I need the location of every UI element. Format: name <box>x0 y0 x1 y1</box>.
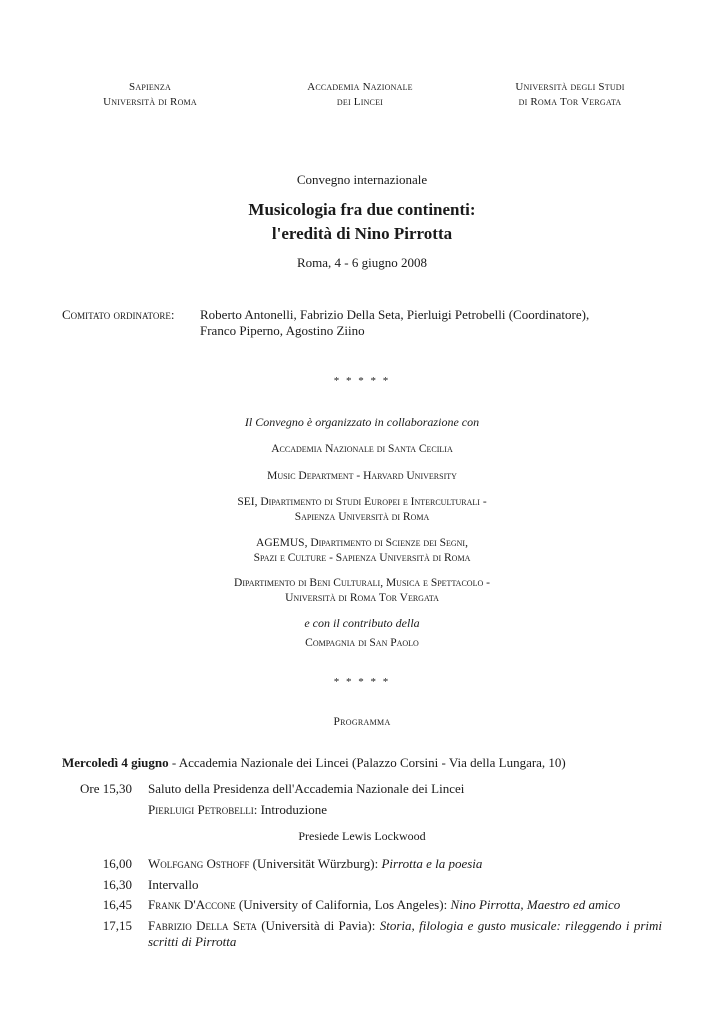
contributor-org: Compagnia di San Paolo <box>305 637 419 649</box>
program-day-venue: - Accademia Nazionale dei Lincei (Palazzo Corsini - Via della Lungara, 10) <box>168 755 566 770</box>
program-item-text <box>148 802 662 818</box>
program-item-affiliation: (University of California, Los Angeles): <box>235 897 451 912</box>
collaboration-intro: Il Convegno è organizzato in collaborazione con <box>244 415 480 429</box>
program-item-time: 16,00 <box>102 856 132 871</box>
header-tor-vergata <box>495 80 645 110</box>
program-item-time: Ore 15,30 <box>80 781 132 796</box>
program-item-talk: Storia, filologia e gusto musicale: rileggendo i primi scritti di Pirrotta <box>148 918 662 949</box>
program-item-talk: Pirrotta e la poesia <box>381 856 483 871</box>
collaborating-org <box>0 576 724 606</box>
program-item-text: Saluto della Presidenza dell'Accademia Nazionale dei Lincei <box>148 781 465 796</box>
contribution-intro: e con il contributo della <box>304 616 420 630</box>
header-left-line2: Università di Roma <box>103 96 197 108</box>
committee-names-line1: Roberto Antonelli, Fabrizio Della Seta, Pierluigi Petrobelli (Coordinatore), <box>200 307 590 322</box>
header-sapienza <box>80 80 220 110</box>
program-item-text <box>148 856 662 872</box>
collaborating-org <box>0 495 724 525</box>
committee-names-line2: Franco Piperno, Agostino Ziino <box>200 323 365 338</box>
org-line2: Spazi e Culture - Sapienza Università di Roma <box>253 552 471 564</box>
program-heading: Programma <box>333 716 391 728</box>
program-item-text <box>148 897 662 913</box>
header-center-line1: Accademia Nazionale <box>307 81 413 93</box>
program-item-affiliation: (Università di Pavia): <box>256 918 380 933</box>
program-item-speaker: Pierluigi Petrobelli <box>148 802 254 817</box>
conference-title-line1: Musicologia fra due continenti: <box>248 200 476 219</box>
program-day <box>62 755 682 771</box>
separator-stars: * * * * * <box>333 375 391 387</box>
committee-label: Comitato ordinatore: <box>62 307 175 322</box>
committee-names <box>200 307 662 339</box>
separator-stars: * * * * * <box>333 676 391 688</box>
org-line2: Sapienza Università di Roma <box>294 511 430 523</box>
conference-type: Convegno internazionale <box>296 172 428 187</box>
header-right-line1: Università degli Studi <box>515 81 625 93</box>
program-day-date: Mercoledì 4 giugno <box>62 755 169 770</box>
program-item-time: 17,15 <box>102 918 132 933</box>
conference-place-date: Roma, 4 - 6 giugno 2008 <box>297 255 427 270</box>
org-line1: SEI, Dipartimento di Studi Europei e Interculturali - <box>237 496 487 508</box>
program-item-speaker: Wolfgang Osthoff <box>148 856 250 871</box>
collaborating-org <box>0 442 724 457</box>
conference-title-line2: l'eredità di Nino Pirrotta <box>271 224 453 243</box>
program-item-talk: Nino Pirrotta, Maestro ed amico <box>450 897 621 912</box>
collaborating-org <box>0 469 724 484</box>
program-item-speaker: Frank D'Accone <box>148 897 236 912</box>
program-item-speaker: Fabrizio Della Seta <box>148 918 257 933</box>
org-line2: Università di Roma Tor Vergata <box>285 592 439 604</box>
program-item-text <box>148 918 662 950</box>
program-item-affiliation: (Universität Würzburg): <box>249 856 382 871</box>
org-line1: Music Department - Harvard University <box>267 470 457 482</box>
program-chair <box>0 829 724 844</box>
org-line1: Dipartimento di Beni Culturali, Musica e Spettacolo - <box>234 577 490 589</box>
program-item-talk: : Introduzione <box>253 802 327 817</box>
program-item-time: 16,45 <box>102 897 132 912</box>
program-chair-text: Presiede Lewis Lockwood <box>298 829 426 843</box>
header-center-line2: dei Lincei <box>336 96 384 108</box>
org-line1: Accademia Nazionale di Santa Cecilia <box>271 443 453 455</box>
program-item-text: Intervallo <box>148 877 199 892</box>
header-lincei <box>285 80 435 110</box>
header-right-line2: di Roma Tor Vergata <box>518 96 622 108</box>
org-line1: AGEMUS, Dipartimento di Scienze dei Segni, <box>256 537 468 549</box>
collaborating-org <box>0 536 724 566</box>
program-item-time: 16,30 <box>102 877 132 892</box>
header-left-line1: Sapienza <box>129 81 171 93</box>
